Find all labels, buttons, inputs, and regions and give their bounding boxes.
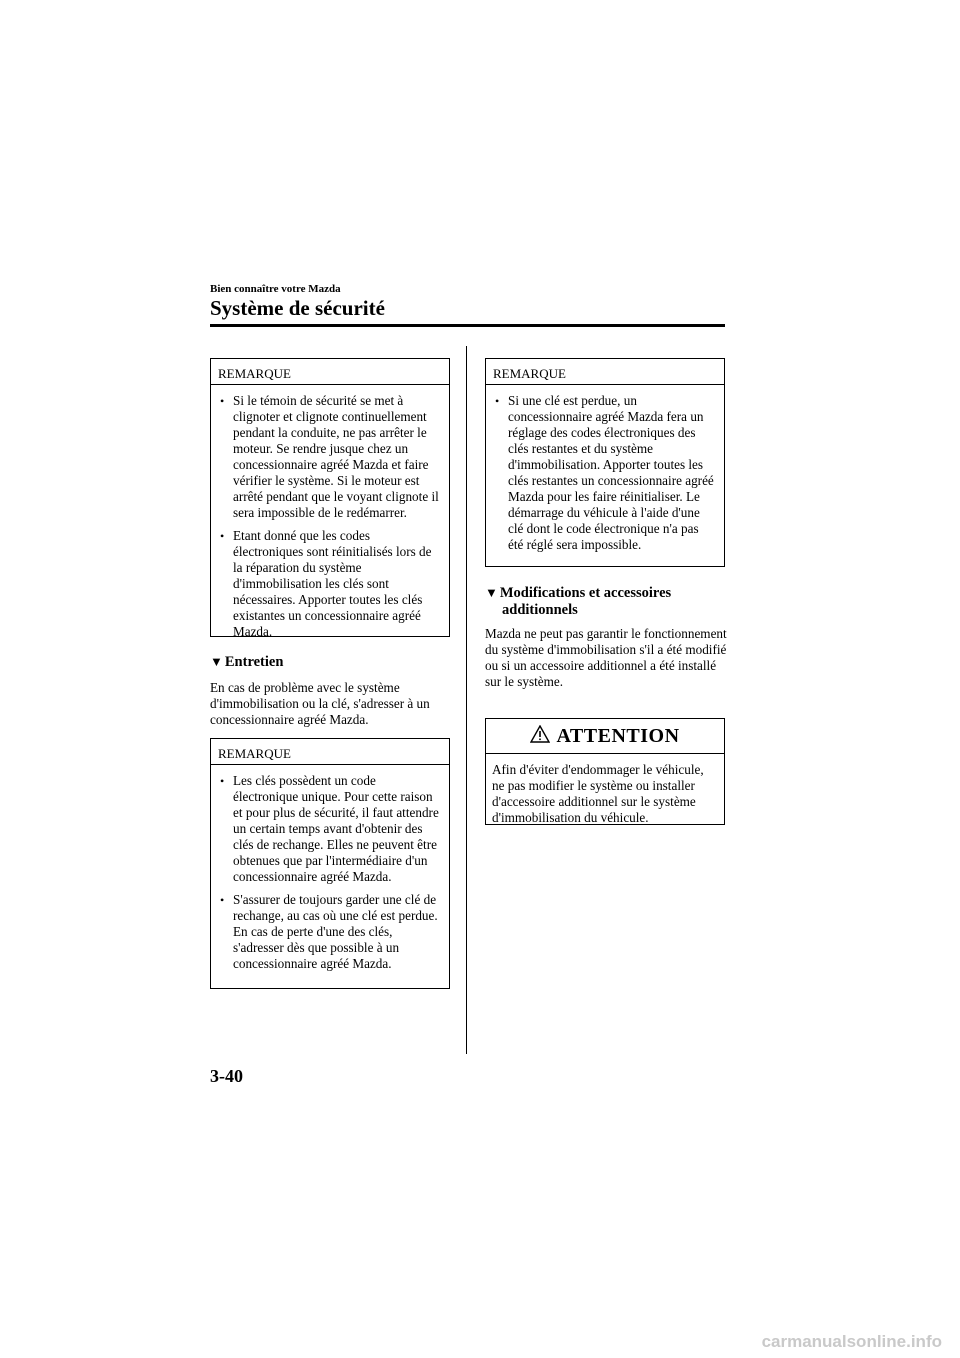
section-heading-line2: additionnels	[502, 602, 578, 618]
section-heading-entretien	[210, 653, 283, 671]
note-item-text: S'assurer de toujours garder une clé de rechange, au cas où une clé est perdue. En cas de perte d'une des clés, s'adresser dès que possible à un concessionnaire agréé Mazda.	[233, 892, 438, 971]
section-heading-line1: Modifications et accessoires	[499, 585, 672, 601]
bullet-icon: •	[220, 774, 225, 788]
bullet-icon: •	[220, 893, 225, 907]
note-item-text: Si une clé est perdue, un concessionnaire agréé Mazda fera un réglage des codes électroniques des clés restantes et du système d'immobilisation. Apporter toutes les clés restantes un concessionnaire agréé Mazda pour les faire réinitialiser. Le démarrage du véhicule à l'aide d'une clé dont le code électronique n'a pas été réglé sera impossible.	[508, 393, 714, 552]
section-heading-modifications	[485, 584, 725, 619]
note-item	[211, 892, 441, 972]
caution-box	[485, 718, 725, 825]
note-item	[211, 773, 441, 885]
column-separator	[466, 346, 467, 1054]
chapter-kicker: Bien connaître votre Mazda	[210, 283, 341, 295]
note-box-security-light	[210, 358, 450, 637]
note-item-text: Etant donné que les codes électroniques sont réinitialisés lors de la réparation du système d'immobilisation les clés sont nécessaires. Apporter toutes les clés existantes un concessionnaire agréé Mazda.	[233, 528, 432, 639]
bullet-icon: •	[495, 394, 500, 408]
section-paragraph-entretien: En cas de problème avec le système d'immobilisation ou la clé, s'adresser à un concessionnaire agréé Mazda.	[210, 680, 430, 727]
warning-triangle-icon	[530, 725, 550, 748]
note-list	[211, 765, 449, 980]
note-heading: REMARQUE	[486, 359, 724, 385]
caution-text: Afin d'éviter d'endommager le véhicule, ne pas modifier le système ou installer d'accessoire additionnel sur le système d'immobilisation du véhicule.	[492, 762, 704, 825]
section-marker-icon: ▼	[485, 585, 498, 600]
note-box-lost-key	[485, 358, 725, 567]
bullet-icon: •	[220, 394, 225, 408]
note-heading: REMARQUE	[211, 359, 449, 385]
section-paragraph-modifications: Mazda ne peut pas garantir le fonctionnement du système d'immobilisation s'il a été modifié ou si un accessoire additionnel a été installé sur le système.	[485, 626, 727, 689]
note-item	[486, 393, 716, 553]
note-item	[211, 393, 441, 521]
title-rule	[210, 324, 725, 327]
note-heading: REMARQUE	[211, 739, 449, 765]
note-item	[211, 528, 441, 640]
page-number: 3-40	[210, 1066, 243, 1086]
note-item-text: Si le témoin de sécurité se met à clignoter et clignote continuellement pendant la conduite, ne pas arrêter le moteur. Se rendre jusque chez un concessionnaire agréé Mazda et faire vérifier le système. Si le moteur est arrêté pendant que le voyant clignote il sera impossible de le redémarrer.	[233, 393, 439, 520]
bullet-icon: •	[220, 529, 225, 543]
section-marker-icon: ▼	[210, 654, 223, 669]
note-box-keys	[210, 738, 450, 989]
note-list	[486, 385, 724, 561]
page-title: Système de sécurité	[210, 296, 385, 320]
section-heading-text: Entretien	[224, 654, 284, 670]
note-list	[211, 385, 449, 648]
watermark: carmanualsonline.info	[761, 1332, 942, 1351]
caution-header	[486, 719, 724, 754]
note-item-text: Les clés possèdent un code électronique unique. Pour cette raison et pour plus de sécurité, il faut attendre un certain temps avant d'obtenir des clés de rechange. Elles ne peuvent être obtenues que par l'intermédiaire d'un concessionnaire agréé Mazda.	[233, 773, 439, 884]
caution-heading: ATTENTION	[556, 724, 680, 747]
